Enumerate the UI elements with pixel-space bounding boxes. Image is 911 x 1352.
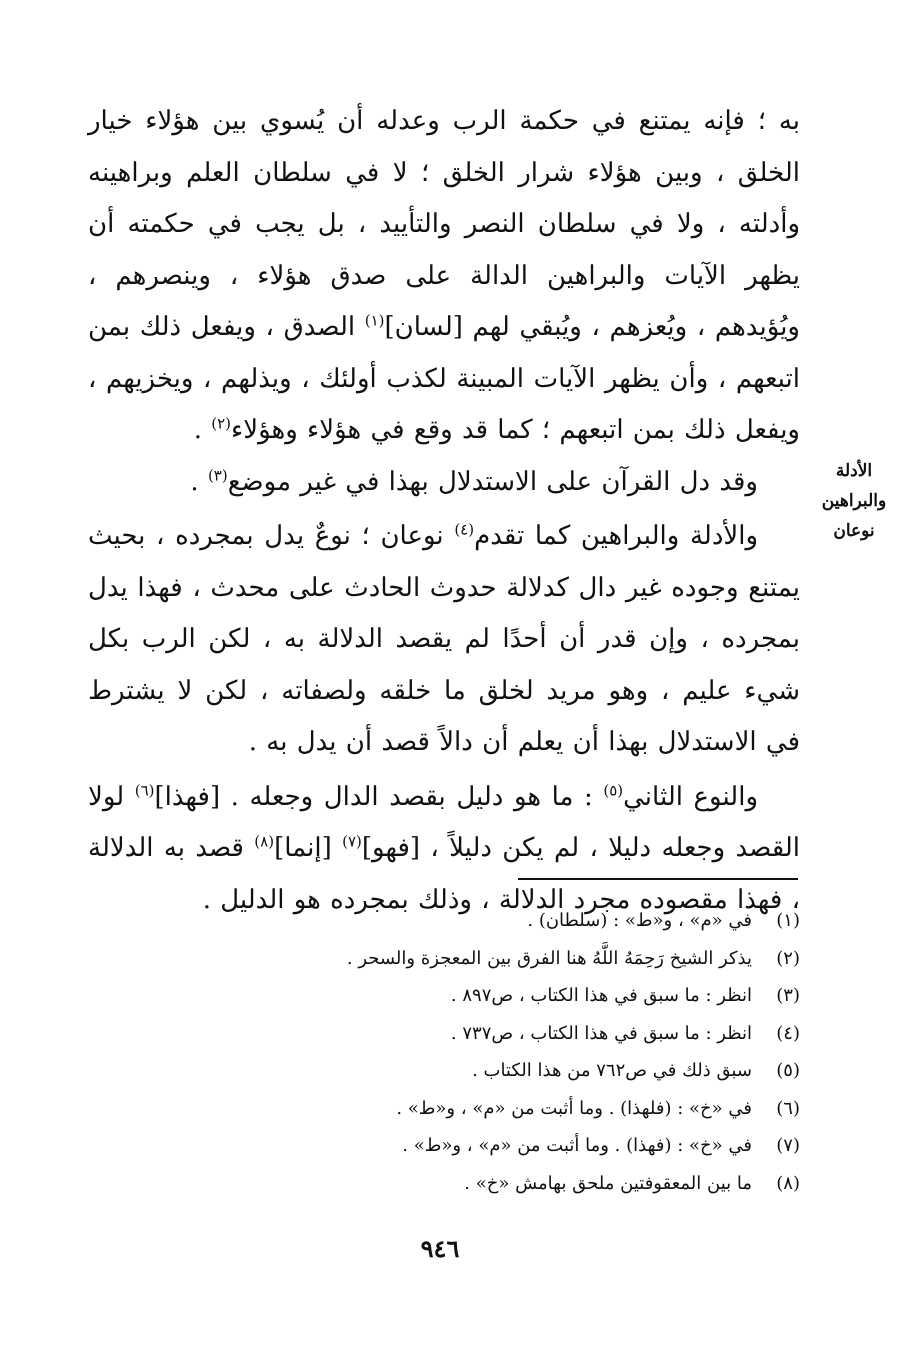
footnote-text: ما بين المعقوفتين ملحق بهامش «خ» . [464,1172,752,1194]
footnote-number: (٥) [776,1060,800,1081]
footnote-number: (١) [776,910,800,931]
footnote-8 [300,1165,800,1203]
footnote-1 [300,902,800,940]
footnote-ref: (٦) [134,780,155,799]
footnote-ref: (١) [364,311,385,330]
text-run: والنوع الثاني [623,781,759,812]
footnote-number: (٣) [776,985,800,1006]
text-run: . [190,466,208,497]
footnote-number: (٨) [776,1172,800,1194]
footnote-ref: (٧) [342,832,362,851]
text-run: نوعان ؛ نوعٌ يدل بمجرده ، بحيث يمتنع وجوده غير دال كدلالة حدوث الحادث على محدث ، فهذا يدل بمجرده ، وإن قدر أن أحدًا لم يقصد الدلالة به ، لكن الرب بكل شيء عليم ، وهو مريد لخلق ما خلقه ولصفاته ، لكن لا يشترط في الاستدلال بهذا أن يعلم أن دالاً قصد أن يدل به . [88,521,800,757]
footnote-text: يذكر الشيخ رَحِمَهُ اللَّهُ هنا الفرق بين المعجزة والسحر . [346,947,752,969]
footnote-ref: (٨) [254,832,275,851]
footnote-number: (٤) [776,1022,800,1044]
main-text [88,96,800,926]
footnote-text: في «خ» : (فهذا) . وما أثبت من «م» ، و«ط» . [402,1135,752,1156]
footnote-number: (٧) [776,1135,800,1156]
footnote-ref: (٣) [207,465,228,484]
text-run: : ما هو دليل بقصد الدال وجعله . [فهذا] [154,781,604,812]
footnote-text: في «م» ، و«ط» : (سلطان) . [527,910,752,931]
text-run: وقد دل القرآن على الاستدلال بهذا في غير موضع [227,466,758,497]
text-run: [إنما] [274,833,343,863]
text-run: لولا القصد وجعله دليلا ، لم يكن دليلاً ، [فهو] [88,781,801,863]
footnote-number: (٦) [776,1097,800,1119]
footnote-text: سبق ذلك في ص٧٦٢ من هذا الكتاب . [472,1060,752,1081]
footnote-7 [300,1127,800,1165]
margin-note [808,456,900,546]
footnote-2 [300,940,800,978]
footnote-4 [300,1015,800,1053]
footnote-6 [300,1090,800,1128]
margin-note-line-1: الأدلة والبراهين [821,461,887,511]
text-run: والأدلة والبراهين كما تقدم [474,521,758,551]
footnote-number: (٢) [776,947,800,969]
text-run: الصدق ، ويفعل ذلك بمن اتبعهم ، وأن يظهر الآيات المبينة لكذب أولئك ، ويذلهم ، ويخزيهم ، ويفعل ذلك بمن اتبعهم ؛ كما قد وقع في هؤلاء وهؤلاء [88,312,800,445]
paragraph-1 [88,96,800,457]
page-number: ٩٤٦ [420,1234,460,1263]
paragraph-2 [88,457,800,509]
footnote-ref: (٢) [211,414,232,433]
footnote-ref: (٤) [454,520,475,539]
footnote-text: انظر : ما سبق في هذا الكتاب ، ص٨٩٧ . [450,985,752,1006]
footnotes-list [300,902,800,1202]
footnote-ref: (٥) [603,780,624,799]
paragraph-3 [88,511,800,769]
footnote-text: في «خ» : (فلهذا) . وما أثبت من «م» ، و«ط» . [396,1097,752,1119]
text-run: به ؛ فإنه يمتنع في حكمة الرب وعدله أن يُسوي بين هؤلاء خيار الخلق ، وبين هؤلاء شرار الخلق ؛ لا في سلطان العلم وبراهينه وأدلته ، ولا في سلطان النصر والتأييد ، بل يجب في حكمته أن يظهر الآيات والبراهين الدالة على صدق هؤلاء ، وينصرهم ، ويُؤيدهم ، ويُعزهم ، ويُبقي لهم [لسان] [88,106,800,342]
margin-note-line-2: نوعان [833,521,875,541]
text-run: . [193,415,212,445]
footnote-text: انظر : ما سبق في هذا الكتاب ، ص٧٣٧ . [450,1022,752,1044]
footnote-3 [300,977,800,1015]
text-run: قصد به الدلالة ، فهذا مقصوده مجرد الدلالة ، وذلك بمجرده هو الدليل . [88,833,800,915]
footnote-separator [518,878,798,880]
footnote-5 [300,1052,800,1090]
